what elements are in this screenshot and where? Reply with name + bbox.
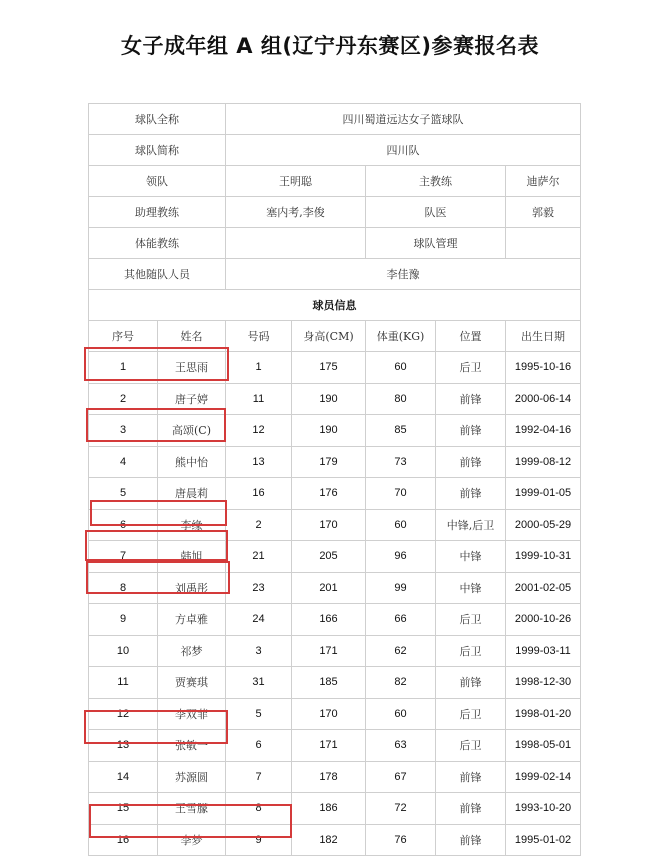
player-name: 熊中怡 — [158, 446, 226, 478]
player-weight: 80 — [366, 383, 436, 415]
player-height: 190 — [292, 415, 366, 447]
player-name: 贾赛琪 — [158, 667, 226, 699]
player-position: 前锋 — [436, 415, 506, 447]
player-weight: 60 — [366, 352, 436, 384]
player-height: 171 — [292, 730, 366, 762]
col-header-index: 序号 — [89, 321, 158, 352]
fitness-manager-row — [89, 228, 581, 259]
team-manager-value — [506, 228, 581, 259]
player-position: 中锋 — [436, 572, 506, 604]
player-index: 1 — [89, 352, 158, 384]
player-weight: 60 — [366, 698, 436, 730]
player-birth: 1993-10-20 — [506, 793, 581, 825]
player-name: 高颂(C) — [158, 415, 226, 447]
player-row — [89, 446, 581, 478]
player-number: 6 — [226, 730, 292, 762]
player-index: 8 — [89, 572, 158, 604]
assistant-doctor-row — [89, 197, 581, 228]
player-name: 唐子婷 — [158, 383, 226, 415]
player-position: 后卫 — [436, 635, 506, 667]
player-birth: 1998-01-20 — [506, 698, 581, 730]
player-birth: 2000-06-14 — [506, 383, 581, 415]
highlight-box-player-7 — [85, 530, 228, 561]
col-header-weight: 体重(KG) — [366, 321, 436, 352]
player-birth: 2001-02-05 — [506, 572, 581, 604]
player-height: 175 — [292, 352, 366, 384]
player-birth: 1995-10-16 — [506, 352, 581, 384]
player-height: 176 — [292, 478, 366, 510]
player-position: 前锋 — [436, 383, 506, 415]
doctor-value: 郭毅 — [506, 197, 581, 228]
player-weight: 67 — [366, 761, 436, 793]
team-short-name-label: 球队简称 — [89, 135, 226, 166]
team-manager-label: 球队管理 — [366, 228, 506, 259]
player-index: 13 — [89, 730, 158, 762]
page-title: 女子成年组 A 组(辽宁丹东赛区)参赛报名表 — [120, 34, 540, 58]
player-position: 前锋 — [436, 761, 506, 793]
player-index: 9 — [89, 604, 158, 636]
player-index: 10 — [89, 635, 158, 667]
player-birth: 1999-01-05 — [506, 478, 581, 510]
leader-coach-row — [89, 166, 581, 197]
team-short-name-value: 四川队 — [226, 135, 581, 166]
player-birth: 1992-04-16 — [506, 415, 581, 447]
player-height: 185 — [292, 667, 366, 699]
player-section-row — [89, 290, 581, 321]
assistant-coach-value: 塞内考,李俊 — [226, 197, 366, 228]
player-weight: 72 — [366, 793, 436, 825]
team-full-name-row — [89, 104, 581, 135]
team-short-name-row — [89, 135, 581, 166]
player-index: 11 — [89, 667, 158, 699]
player-position: 前锋 — [436, 478, 506, 510]
player-number: 1 — [226, 352, 292, 384]
team-full-name-value: 四川蜀道远达女子篮球队 — [226, 104, 581, 135]
player-name: 李梦 — [158, 824, 226, 856]
others-row — [89, 259, 581, 290]
player-height: 170 — [292, 509, 366, 541]
player-name: 张敏一 — [158, 730, 226, 762]
highlight-box-player-13 — [84, 710, 228, 744]
player-name: 唐晨莉 — [158, 478, 226, 510]
player-height: 182 — [292, 824, 366, 856]
player-birth: 1998-12-30 — [506, 667, 581, 699]
player-height: 170 — [292, 698, 366, 730]
player-number: 11 — [226, 383, 292, 415]
player-weight: 62 — [366, 635, 436, 667]
others-value: 李佳豫 — [226, 259, 581, 290]
player-name: 李缘 — [158, 509, 226, 541]
player-number: 7 — [226, 761, 292, 793]
player-row — [89, 761, 581, 793]
player-weight: 85 — [366, 415, 436, 447]
fitness-coach-value — [226, 228, 366, 259]
player-position: 前锋 — [436, 793, 506, 825]
player-index: 5 — [89, 478, 158, 510]
player-index: 6 — [89, 509, 158, 541]
player-weight: 96 — [366, 541, 436, 573]
col-header-birth: 出生日期 — [506, 321, 581, 352]
player-section-title: 球员信息 — [89, 290, 581, 321]
highlight-box-player-6 — [90, 500, 227, 526]
player-weight: 73 — [366, 446, 436, 478]
highlight-box-player-3 — [86, 408, 226, 442]
player-number: 9 — [226, 824, 292, 856]
player-name: 苏源圆 — [158, 761, 226, 793]
doctor-label: 队医 — [366, 197, 506, 228]
player-row — [89, 667, 581, 699]
leader-value: 王明聪 — [226, 166, 366, 197]
player-number: 12 — [226, 415, 292, 447]
player-name: 刘禹彤 — [158, 572, 226, 604]
assistant-coach-label: 助理教练 — [89, 197, 226, 228]
player-number: 8 — [226, 793, 292, 825]
player-name: 韩旭 — [158, 541, 226, 573]
col-header-height: 身高(CM) — [292, 321, 366, 352]
player-position: 前锋 — [436, 667, 506, 699]
player-height: 190 — [292, 383, 366, 415]
player-birth: 1995-01-02 — [506, 824, 581, 856]
player-birth: 1999-03-11 — [506, 635, 581, 667]
player-number: 21 — [226, 541, 292, 573]
leader-label: 领队 — [89, 166, 226, 197]
fitness-coach-label: 体能教练 — [89, 228, 226, 259]
highlight-box-player-1 — [84, 347, 229, 381]
col-header-number: 号码 — [226, 321, 292, 352]
player-weight: 99 — [366, 572, 436, 604]
player-number: 31 — [226, 667, 292, 699]
player-name: 李双菲 — [158, 698, 226, 730]
player-name: 方卓雅 — [158, 604, 226, 636]
player-position: 后卫 — [436, 730, 506, 762]
player-birth: 1999-08-12 — [506, 446, 581, 478]
player-row — [89, 635, 581, 667]
player-index: 14 — [89, 761, 158, 793]
player-birth: 2000-10-26 — [506, 604, 581, 636]
player-index: 16 — [89, 824, 158, 856]
player-position: 中锋 — [436, 541, 506, 573]
col-header-position: 位置 — [436, 321, 506, 352]
player-position: 后卫 — [436, 352, 506, 384]
head-coach-label: 主教练 — [366, 166, 506, 197]
highlight-box-player-16 — [89, 804, 292, 838]
player-name: 王思雨 — [158, 352, 226, 384]
player-position: 后卫 — [436, 698, 506, 730]
player-birth: 1999-02-14 — [506, 761, 581, 793]
player-weight: 82 — [366, 667, 436, 699]
player-position: 前锋 — [436, 446, 506, 478]
player-number: 3 — [226, 635, 292, 667]
player-position: 后卫 — [436, 604, 506, 636]
player-number: 16 — [226, 478, 292, 510]
col-header-name: 姓名 — [158, 321, 226, 352]
player-row — [89, 604, 581, 636]
player-index: 7 — [89, 541, 158, 573]
player-index: 15 — [89, 793, 158, 825]
others-label: 其他随队人员 — [89, 259, 226, 290]
player-height: 205 — [292, 541, 366, 573]
player-index: 2 — [89, 383, 158, 415]
player-number: 5 — [226, 698, 292, 730]
player-height: 186 — [292, 793, 366, 825]
player-birth: 1999-10-31 — [506, 541, 581, 573]
player-name: 祁梦 — [158, 635, 226, 667]
player-height: 178 — [292, 761, 366, 793]
player-name: 王雪朦 — [158, 793, 226, 825]
player-index: 4 — [89, 446, 158, 478]
player-weight: 63 — [366, 730, 436, 762]
highlight-box-player-8 — [86, 561, 230, 594]
player-weight: 70 — [366, 478, 436, 510]
player-position: 前锋 — [436, 824, 506, 856]
player-height: 179 — [292, 446, 366, 478]
player-weight: 66 — [366, 604, 436, 636]
player-height: 171 — [292, 635, 366, 667]
player-weight: 76 — [366, 824, 436, 856]
player-number: 23 — [226, 572, 292, 604]
player-weight: 60 — [366, 509, 436, 541]
player-number: 24 — [226, 604, 292, 636]
player-number: 2 — [226, 509, 292, 541]
player-index: 12 — [89, 698, 158, 730]
player-birth: 2000-05-29 — [506, 509, 581, 541]
team-full-name-label: 球队全称 — [89, 104, 226, 135]
player-index: 3 — [89, 415, 158, 447]
player-number: 13 — [226, 446, 292, 478]
player-height: 201 — [292, 572, 366, 604]
player-position: 中锋,后卫 — [436, 509, 506, 541]
head-coach-value: 迪萨尔 — [506, 166, 581, 197]
player-birth: 1998-05-01 — [506, 730, 581, 762]
player-height: 166 — [292, 604, 366, 636]
